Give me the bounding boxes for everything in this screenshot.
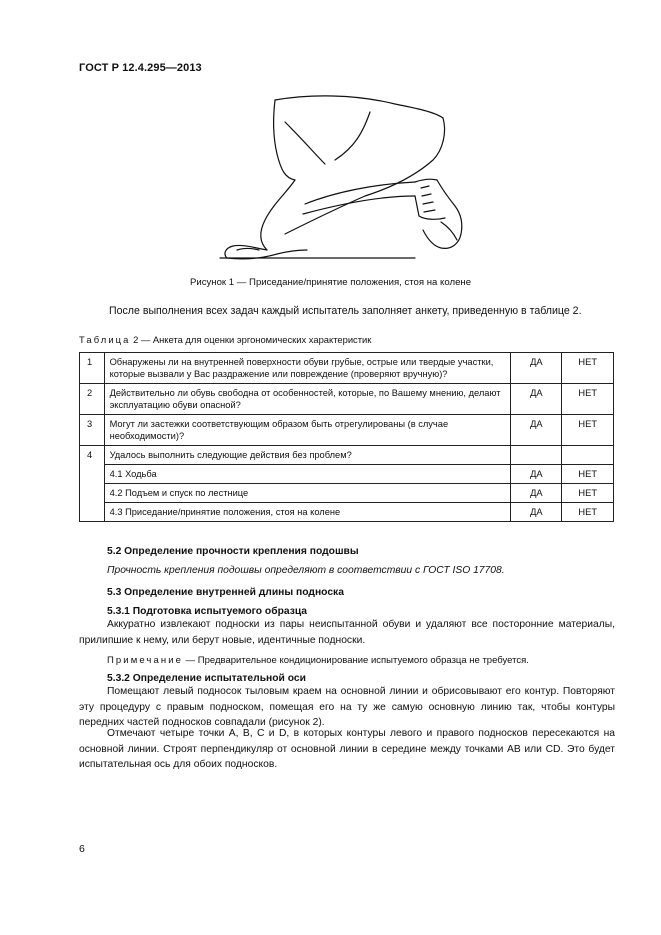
section-5-2-heading: 5.2 Определение прочности крепления подошвы <box>107 546 359 557</box>
row-question: Действительно ли обувь свободна от особенностей, которые, по Вашему мнению, делают эксплуатацию обуви опасной? <box>104 384 511 415</box>
row-number: 4 <box>80 446 105 522</box>
section-5-3-heading: 5.3 Определение внутренней длины подноска <box>107 587 344 598</box>
section-5-3-1-text: Аккуратно извлекают подноски из пары неиспытанной обуви и удаляют все посторонние материалы, прилипшие к нему, или берут новые, идентичные подноски. <box>79 619 615 646</box>
row-question: Удалось выполнить следующие действия без проблем? <box>104 446 511 465</box>
table-caption-text: 2 — Анкета для оценки эргономических характеристик <box>133 334 372 345</box>
table-row <box>80 384 614 415</box>
row-yes: ДА <box>511 384 562 415</box>
row-yes: ДА <box>511 484 562 503</box>
questionnaire-table <box>79 352 614 522</box>
table-row <box>80 415 614 446</box>
row-number: 1 <box>80 353 105 384</box>
table-caption <box>79 334 371 345</box>
section-5-3-2-heading: 5.3.2 Определение испытательной оси <box>107 673 306 684</box>
table-row <box>80 353 614 384</box>
row-yes: ДА <box>511 353 562 384</box>
row-yes: ДА <box>511 415 562 446</box>
figure-caption: Рисунок 1 — Приседание/принятие положения, стоя на колене <box>189 277 472 288</box>
note-word: Примечание <box>107 655 183 666</box>
table-row <box>80 465 614 484</box>
page-number: 6 <box>79 843 85 855</box>
row-question: 4.2 Подъем и спуск по лестнице <box>104 484 511 503</box>
kneeling-figure-illustration <box>215 92 475 267</box>
row-yes: ДА <box>511 465 562 484</box>
row-question: 4.3 Приседание/принятие положения, стоя на колене <box>104 503 511 522</box>
row-no: НЕТ <box>562 503 614 522</box>
row-no: НЕТ <box>562 465 614 484</box>
row-no: НЕТ <box>562 384 614 415</box>
section-5-3-2-paragraph-2: Отмечают четыре точки А, В, С и D, в которых контуры левого и правого подносков пересекаются на основной линии. Строят перпендикуляр от основной линии в середине между точками АВ или CD. Это будет испытательная ось для обоих подносков. <box>79 728 615 770</box>
row-question: 4.1 Ходьба <box>104 465 511 484</box>
note <box>107 653 643 669</box>
table-row <box>80 503 614 522</box>
row-question: Могут ли застежки соответствующим образом быть отрегулированы (в случае необходимости)? <box>104 415 511 446</box>
row-no: НЕТ <box>562 415 614 446</box>
section-5-3-1-heading: 5.3.1 Подготовка испытуемого образца <box>107 606 308 617</box>
row-number: 2 <box>80 384 105 415</box>
table-caption-word: Таблица <box>79 334 131 345</box>
row-no: НЕТ <box>562 484 614 503</box>
note-text: — Предварительное кондиционирование испытуемого образца не требуется. <box>183 655 529 666</box>
row-no <box>562 446 614 465</box>
intro-paragraph: После выполнения всех задач каждый испытатель заполняет анкету, приведенную в таблице 2. <box>109 305 582 317</box>
row-no: НЕТ <box>562 353 614 384</box>
section-5-2-text: Прочность крепления подошвы определяют в соответствии с ГОСТ ISO 17708. <box>107 565 505 576</box>
table-row <box>80 484 614 503</box>
row-yes: ДА <box>511 503 562 522</box>
row-yes <box>511 446 562 465</box>
table-row <box>80 446 614 465</box>
document-header: ГОСТ Р 12.4.295—2013 <box>79 62 202 74</box>
row-question: Обнаружены ли на внутренней поверхности обуви грубые, острые или твердые участки, которые вызвали у Вас раздражение или повреждение (проверяют вручную)? <box>104 353 511 384</box>
row-number: 3 <box>80 415 105 446</box>
section-5-3-2-paragraph-1: Помещают левый подносок тыловым краем на основной линии и обрисовывают его контур. Повторяют эту процедуру с правым подноском, помещая его на ту же самую основную линию так, чтобы контуры передних частей подносков совпадали (рисунок 2). <box>79 686 615 728</box>
